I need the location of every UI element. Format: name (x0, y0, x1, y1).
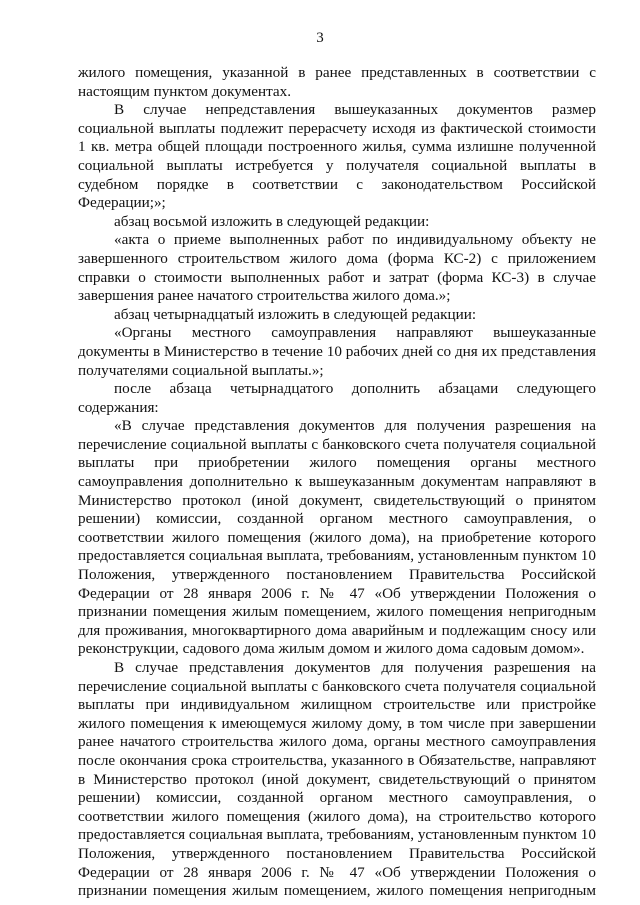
text-line: Федерации от 28 января 2006 г. № 47 «Об утверждении Положения о (78, 584, 596, 602)
text-line: жилого помещения к имеющемуся жилому дому, в том числе при завершении (78, 714, 596, 732)
text-line: социальной выплаты истребуется у получателя социальной выплаты в (78, 156, 596, 174)
text-line: получателями социальной выплаты.»; (78, 361, 324, 379)
text-line: перечисление социальной выплаты с банковского счета получателя социальной (78, 677, 596, 695)
text-line: предоставляется социальная выплата, требованиям, установленным пунктом 10 (78, 826, 596, 844)
text-line: решении) комиссии, созданной органом местного самоуправления, о (78, 789, 596, 807)
text-line: выплаты при индивидуальном жилищном строительстве или пристройке (78, 696, 596, 714)
text-line: Положения, утвержденного постановлением Правительства Российской (78, 566, 596, 584)
text-line: судебном порядке в соответствии с законодательством Российской (78, 175, 596, 193)
text-line: 1 кв. метра общей площади построенного жилья, сумма излишне полученной (78, 138, 596, 156)
text-line: реконструкции, садового дома жилым домом и жилого дома садовым домом». (78, 640, 585, 658)
text-line: Министерство протокол (иной документ, свидетельствующий о принятом (78, 491, 596, 509)
text-line: соответствии жилого помещения (жилого дома), на строительство которого (78, 807, 596, 825)
text-line: абзац восьмой изложить в следующей редакции: (114, 212, 430, 230)
text-line: настоящим пунктом документах. (78, 82, 292, 100)
text-line: признании помещения жилым помещением, жилого помещения непригодным (78, 603, 596, 621)
text-line: после абзаца четырнадцатого дополнить абзацами следующего (114, 380, 596, 398)
text-line: «В случае представления документов для получения разрешения на (114, 417, 596, 435)
text-line: жилого помещения, указанной в ранее представленных в соответствии с (78, 64, 596, 81)
text-line: в Министерство протокол (иной документ, свидетельствующий о принятом (78, 770, 596, 788)
text-line: социальной выплаты подлежит перерасчету исходя из фактической стоимости (78, 119, 596, 137)
text-line: В случае представления документов для получения разрешения на (114, 659, 596, 676)
text-line: признании помещения жилым помещением, жилого помещения непригодным (78, 882, 596, 900)
text-line: завершенного строительством жилого дома (форма КС-2) с приложением (78, 249, 596, 267)
text-line: содержания: (78, 398, 159, 416)
text-line: Положения, утвержденного постановлением Правительства Российской (78, 844, 596, 862)
text-line: после окончания срока строительства, указанного в Обязательстве, направляют (78, 751, 596, 769)
text-line: перечисление социальной выплаты с банковского счета получателя социальной (78, 435, 596, 453)
text-line: выплаты при приобретении жилого помещения органы местного (78, 454, 596, 472)
text-line: ранее начатого строительства жилого дома, органы местного самоуправления (78, 733, 596, 751)
text-line: Федерации от 28 января 2006 г. № 47 «Об утверждении Положения о (78, 863, 596, 881)
text-line: предоставляется социальная выплата, требованиям, установленным пунктом 10 (78, 547, 596, 565)
text-line: абзац четырнадцатый изложить в следующей редакции: (114, 305, 477, 323)
text-line: для проживания, многоквартирного дома аварийным и подлежащим сносу или (78, 621, 596, 639)
text-line: В случае непредставления вышеуказанных документов размер (114, 101, 596, 119)
document-body (78, 64, 596, 901)
page-number: 3 (316, 30, 324, 46)
text-line: справки о стоимости выполненных работ и затрат (форма КС-3) в случае (78, 268, 596, 286)
text-line: соответствии жилого помещения (жилого дома), на приобретение которого (78, 528, 596, 546)
text-line: Федерации;»; (78, 194, 166, 212)
text-line: самоуправления дополнительно к вышеуказанным документам направляют в (78, 473, 596, 491)
text-line: «акта о приеме выполненных работ по индивидуальному объекту не (114, 231, 596, 249)
text-line: решении) комиссии, созданной органом местного самоуправления, о (78, 510, 596, 528)
text-line: документы в Министерство в течение 10 рабочих дней со дня их представления (78, 342, 596, 360)
text-line: завершения ранее начатого строительства жилого дома.»; (78, 287, 451, 305)
text-line: «Органы местного самоуправления направляют вышеуказанные (114, 324, 596, 342)
